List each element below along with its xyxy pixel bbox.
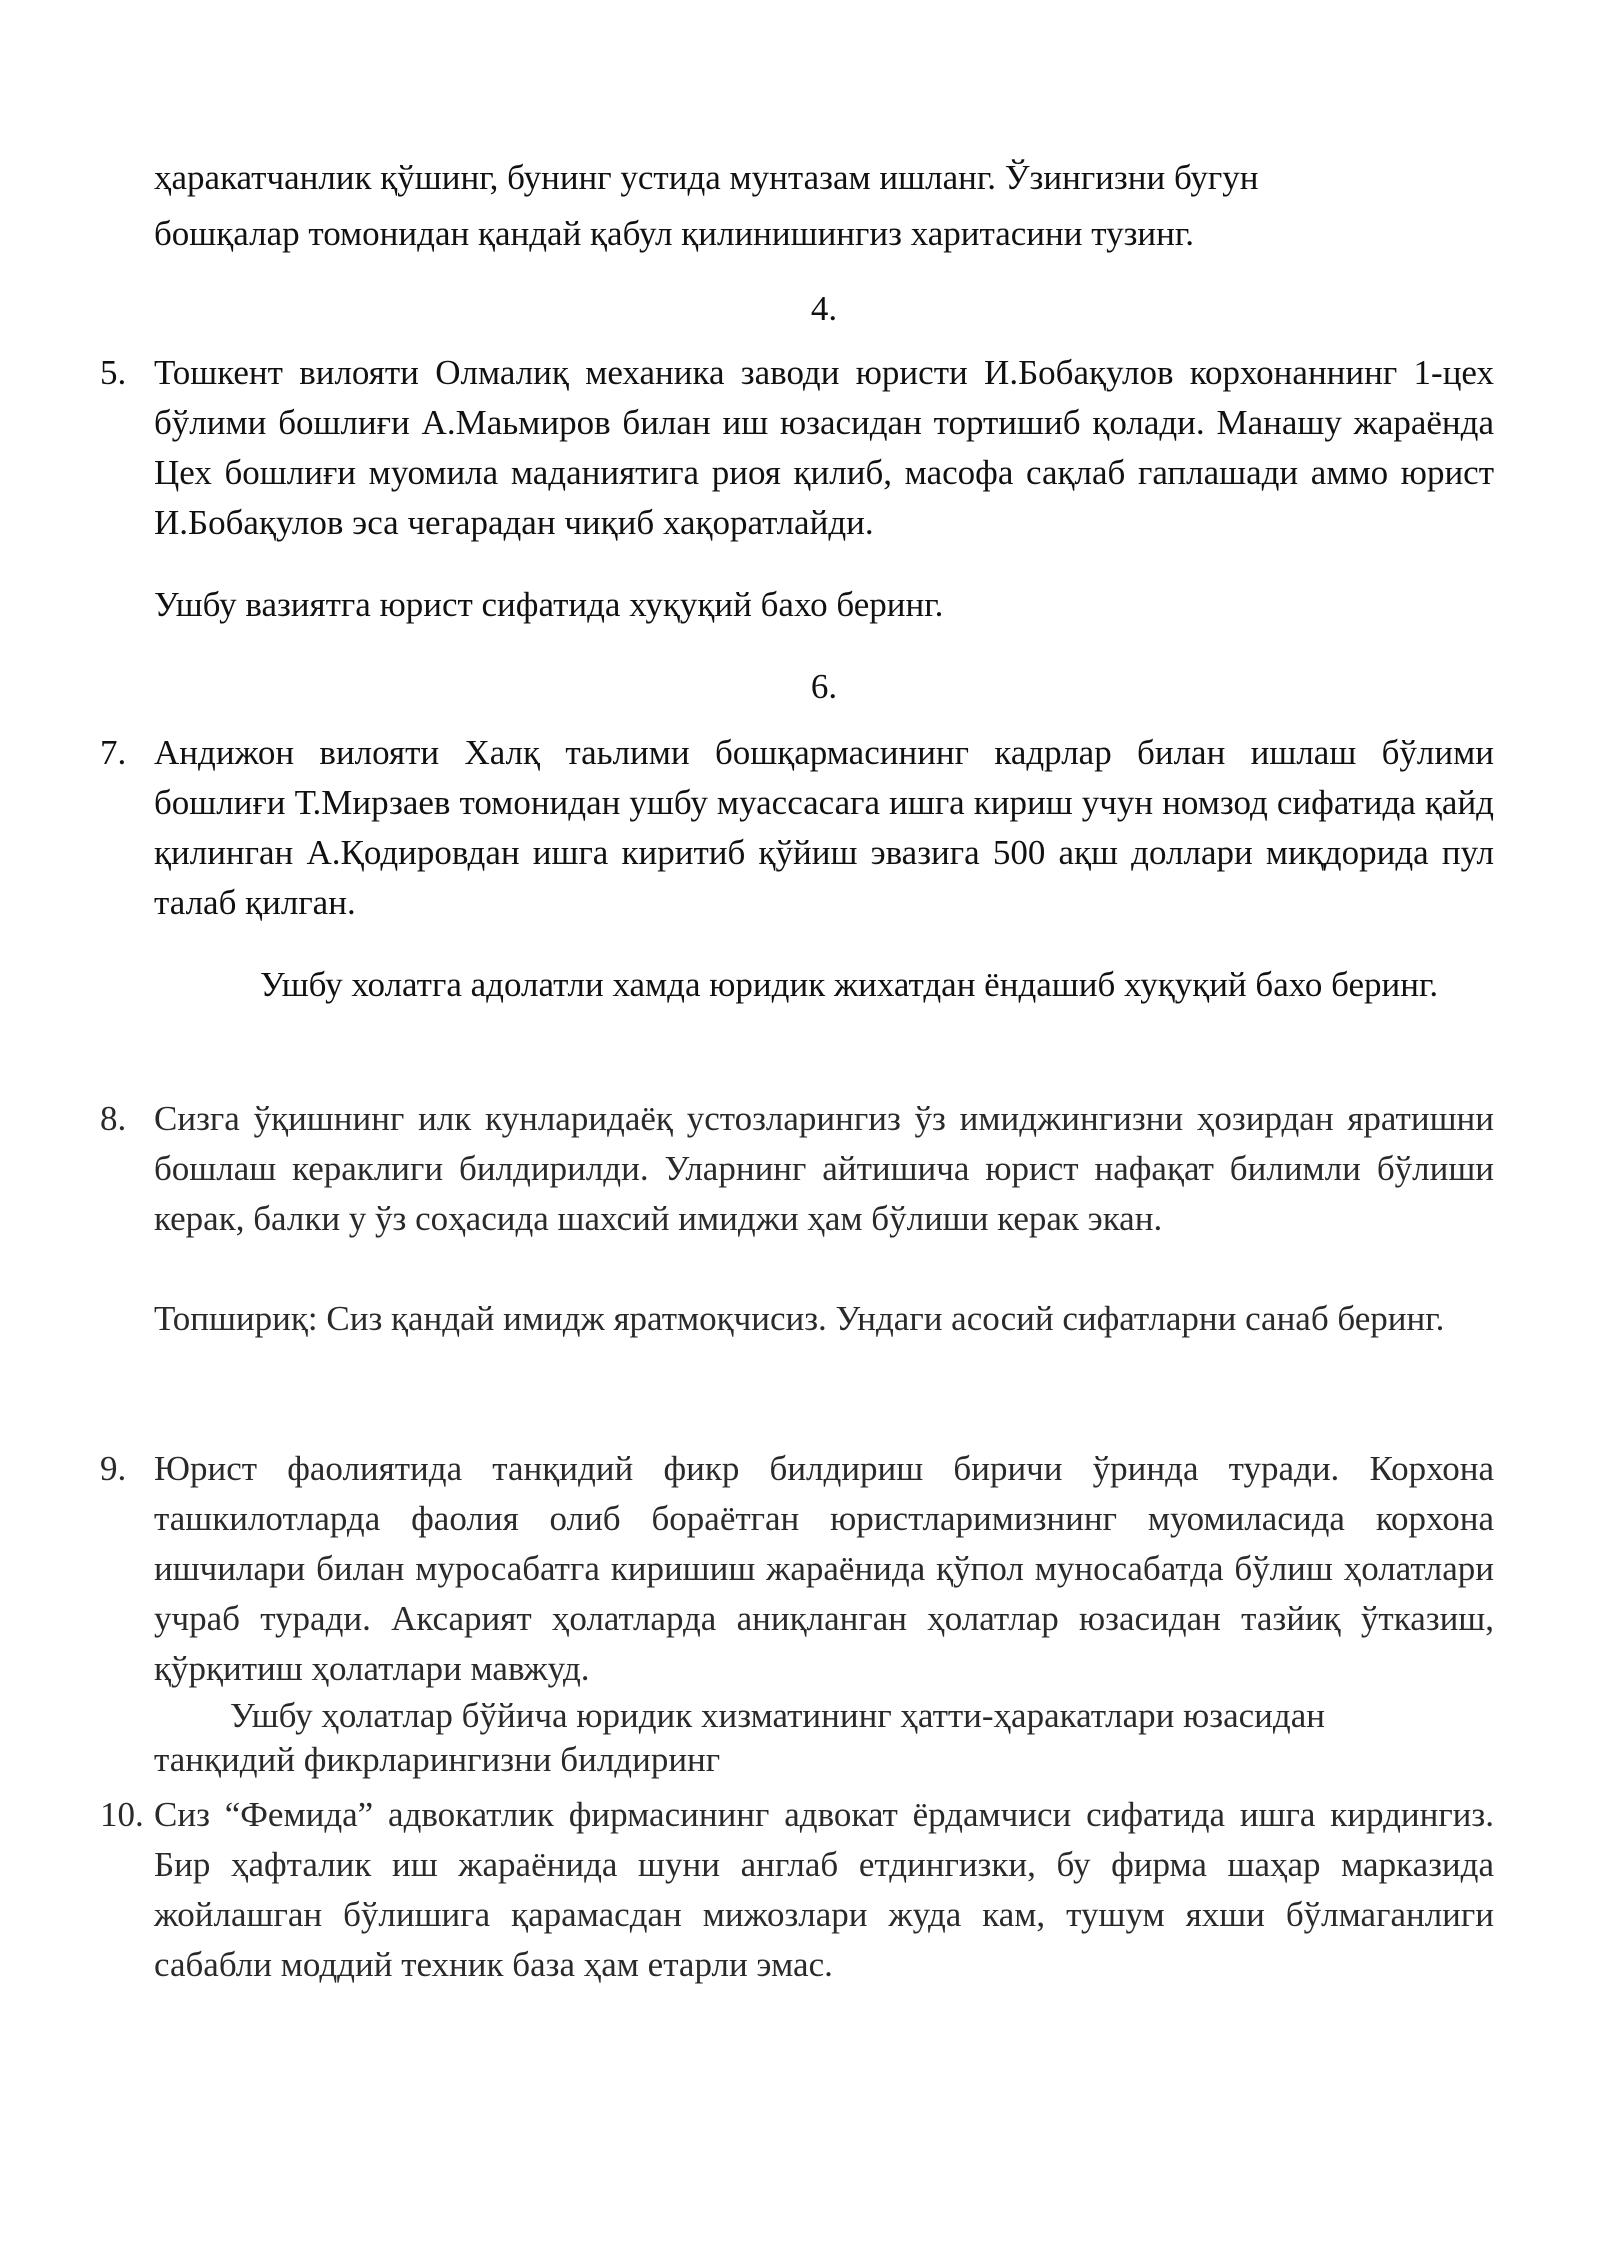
item-9-task-line-1: Ушбу ҳолатлар бўйича юридик хизматининг ҳатти-ҳаракатлари юзасидан bbox=[230, 1696, 1325, 1735]
intro-line-1: ҳаракатчанлик қўшинг, бунинг устида мунтазам ишланг. Ўзингизни бугун bbox=[154, 158, 1259, 197]
item-5-number: 5. bbox=[100, 353, 127, 392]
item-9-task bbox=[154, 1694, 1494, 1782]
intro-paragraph bbox=[154, 150, 1494, 262]
section-marker-6: 6. bbox=[810, 667, 838, 706]
item-8-task: Топшириқ: Сиз қандай имидж яратмоқчисиз. Ундаги асосий сифатларни санаб беринг. bbox=[154, 1299, 1445, 1338]
item-7-number: 7. bbox=[100, 733, 127, 772]
item-7-text: Андижон вилояти Халқ таьлими бошқармасининг кадрлар билан ишлаш бўлими бошлиғи Т.Мирзаев томонидан ушбу муассасага ишга кириш учун номзод сифатида қайд қилинган А.Қодировдан ишга киритиб қўйиш эвазига 500 ақш доллари миқдорида пул талаб қилган. bbox=[154, 733, 1494, 922]
item-7-task: Ушбу холатга адолатли хамда юридик жихатдан ёндашиб хуқуқий бахо беринг. bbox=[260, 965, 1439, 1004]
item-9-task-line-2: танқидий фикрларингизни билдиринг bbox=[154, 1740, 721, 1779]
item-10-number: 10. bbox=[100, 1795, 144, 1834]
section-marker-4: 4. bbox=[810, 289, 838, 328]
item-8-number: 8. bbox=[100, 1099, 127, 1138]
item-8-text: Сизга ўқишнинг илк кунларидаёқ устозларингиз ўз имиджингизни ҳозирдан яратишни бошлаш кераклиги билдирилди. Уларнинг айтишича юрист нафақат билимли бўлиши керак, балки у ўз соҳасида шахсий имиджи ҳам бўлиши керак экан. bbox=[154, 1099, 1494, 1238]
item-5-task: Ушбу вазиятга юрист сифатида хуқуқий бахо беринг. bbox=[154, 585, 944, 624]
item-10-text: Сиз “Фемида” адвокатлик фирмасининг адвокат ёрдамчиси сифатида ишга кирдингиз. Бир ҳафталик иш жараёнида шуни англаб етдингизки, бу фирма шаҳар марказида жойлашган бўлишига қарамасдан мижозлари жуда кам, тушум яхши бўлмаганлиги сабабли моддий техник база ҳам етарли эмас. bbox=[154, 1795, 1494, 1984]
item-9-number: 9. bbox=[100, 1449, 127, 1488]
intro-line-2: бошқалар томонидан қандай қабул қилинишингиз харитасини тузинг. bbox=[154, 214, 1195, 253]
item-5-text: Тошкент вилояти Олмалиқ механика заводи юристи И.Бобақулов корхонаннинг 1-цех бўлими бошлиғи А.Маьмиров билан иш юзасидан тортишиб қолади. Манашу жараёнда Цех бошлиғи муомила маданиятига риоя қилиб, масофа сақлаб гаплашади аммо юрист И.Бобақулов эса чегарадан чиқиб хақоратлайди. bbox=[154, 353, 1494, 542]
item-9-text: Юрист фаолиятида танқидий фикр билдириш биричи ўринда туради. Корхона ташкилотларда фаолия олиб бораётган юристларимизнинг муомиласида корхона ишчилари билан муросабатга киришиш жараёнида қўпол муносабатда бўлиш ҳолатлари учраб туради. Аксарият ҳолатларда аниқланган ҳолатлар юзасидан тазйиқ ўтказиш, қўрқитиш ҳолатлари мавжуд. bbox=[154, 1449, 1494, 1688]
